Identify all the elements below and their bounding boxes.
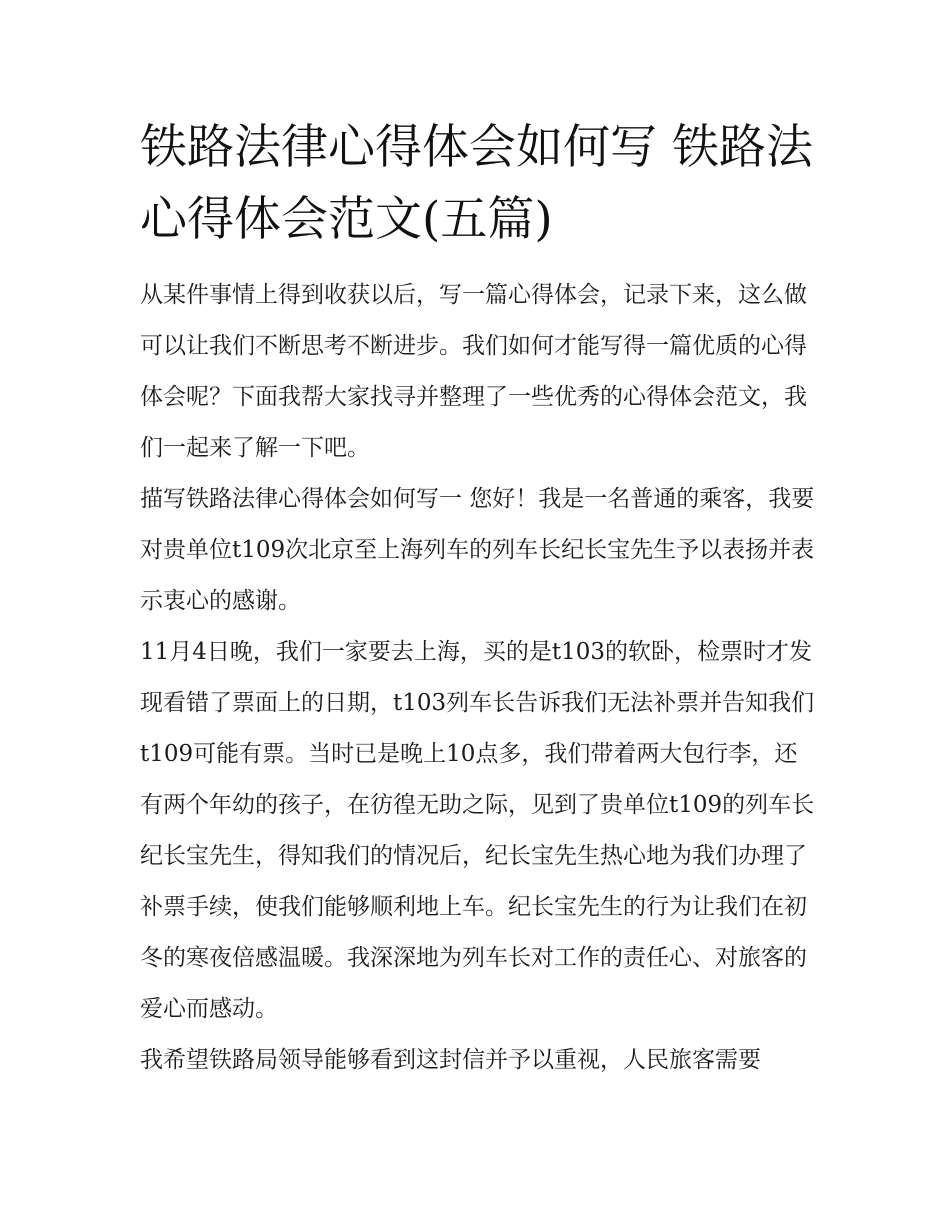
letter-story-paragraph: 11月4日晚，我们一家要去上海，买的是t103的软卧，检票时才发现看错了票面上的日期，t103列车长告诉我们无法补票并告知我们t109可能有票。当时已是晚上10点多，我们带着两大包行李，还有两个年幼的孩子，在彷徨无助之际，见到了贵单位t109的列车长纪长宝先生，得知我们的情况后，纪长宝先生热心地为我们办理了补票手续，使我们能够顺利地上车。纪长宝先生的行为让我们在初冬的寒夜倍感温暖。我深深地为列车长对工作的责任心、对旅客的爱心而感动。 <box>140 639 815 1022</box>
letter-closing-paragraph: 我希望铁路局领导能够看到这封信并予以重视，人民旅客需要 <box>140 1047 761 1073</box>
letter-opening-paragraph: 描写铁路法律心得体会如何写一 您好！我是一名普通的乘客，我要对贵单位t109次北京至上海列车的列车长纪长宝先生予以表扬并表示衷心的感谢。 <box>140 486 815 614</box>
intro-paragraph: 从某件事情上得到收获以后，写一篇心得体会，记录下来，这么做可以让我们不断思考不断进步。我们如何才能写得一篇优质的心得体会呢？下面我帮大家找寻并整理了一些优秀的心得体会范文，我们一起来了解一下吧。 <box>140 282 807 461</box>
document-body <box>140 112 820 1086</box>
document-title: 铁路法律心得体会如何写 铁路法心得体会范文(五篇) <box>140 120 813 247</box>
